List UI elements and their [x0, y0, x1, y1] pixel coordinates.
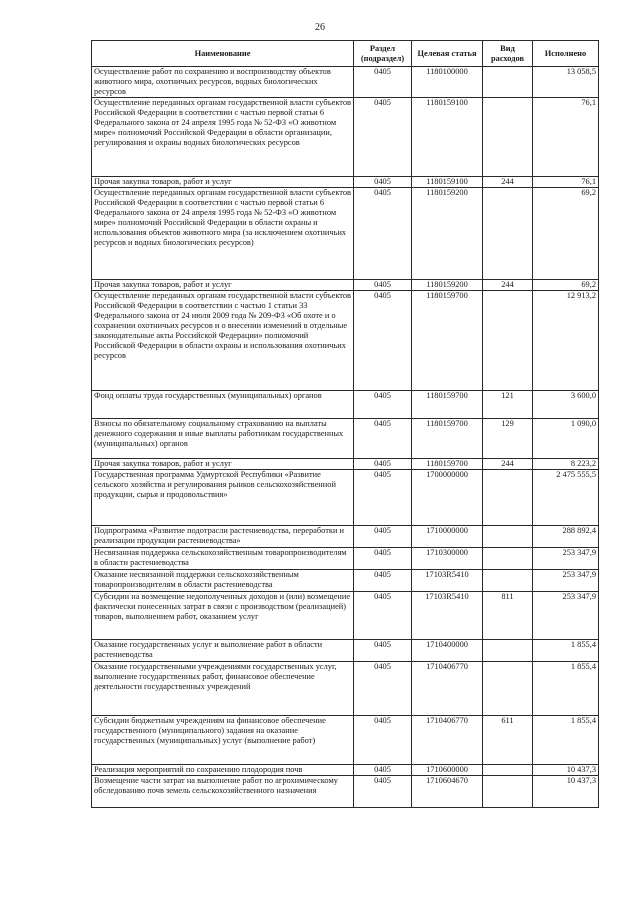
cell-target: 1710406770 — [412, 716, 483, 765]
cell-section: 0405 — [354, 776, 412, 808]
cell-section: 0405 — [354, 765, 412, 776]
cell-target: 1180100000 — [412, 67, 483, 98]
cell-name: Оказание государственных услуг и выполнение работ в области растениеводства — [92, 640, 354, 662]
cell-target: 1700000000 — [412, 470, 483, 526]
cell-executed: 10 437,3 — [533, 765, 599, 776]
cell-executed: 76,1 — [533, 177, 599, 188]
cell-expense-type — [483, 470, 533, 526]
table-header-row — [92, 41, 599, 67]
table-row — [92, 570, 599, 592]
cell-name: Фонд оплаты труда государственных (муниципальных) органов — [92, 391, 354, 419]
cell-section: 0405 — [354, 98, 412, 177]
cell-target: 1180159100 — [412, 177, 483, 188]
cell-name: Оказание государственными учреждениями государственных услуг, выполнение государственных работ, финансовое обеспечение деятельности государственных учреждений — [92, 662, 354, 716]
table-row — [92, 640, 599, 662]
table-row — [92, 67, 599, 98]
cell-section: 0405 — [354, 459, 412, 470]
cell-target: 1180159200 — [412, 188, 483, 280]
cell-expense-type — [483, 291, 533, 391]
cell-section: 0405 — [354, 570, 412, 592]
table-body — [92, 67, 599, 808]
cell-executed: 12 913,2 — [533, 291, 599, 391]
cell-executed: 1 855,4 — [533, 640, 599, 662]
table-row — [92, 391, 599, 419]
cell-expense-type — [483, 776, 533, 808]
cell-target: 17103R5410 — [412, 570, 483, 592]
table-row — [92, 177, 599, 188]
cell-section: 0405 — [354, 716, 412, 765]
cell-target: 1710600000 — [412, 765, 483, 776]
table-row — [92, 765, 599, 776]
cell-target: 1710406770 — [412, 662, 483, 716]
cell-name: Прочая закупка товаров, работ и услуг — [92, 177, 354, 188]
cell-name: Несвязанная поддержка сельскохозяйственным товаропроизводителям в области растениеводства — [92, 548, 354, 570]
cell-section: 0405 — [354, 419, 412, 459]
cell-name: Реализация мероприятий по сохранению плодородия почв — [92, 765, 354, 776]
cell-section: 0405 — [354, 526, 412, 548]
cell-executed: 10 437,3 — [533, 776, 599, 808]
header-expense-type: Вид расходов — [483, 41, 533, 67]
cell-section: 0405 — [354, 280, 412, 291]
table-row — [92, 98, 599, 177]
table-row — [92, 548, 599, 570]
cell-expense-type — [483, 765, 533, 776]
cell-executed: 1 855,4 — [533, 716, 599, 765]
cell-expense-type: 811 — [483, 592, 533, 640]
cell-name: Субсидии на возмещение недополученных доходов и (или) возмещение фактически понесенных затрат в связи с производством (реализацией) товаров, выполнением работ, оказанием услуг — [92, 592, 354, 640]
cell-expense-type — [483, 98, 533, 177]
cell-name: Взносы по обязательному социальному страхованию на выплаты денежного содержания и иные выплаты работникам государственных (муниципальных) органов — [92, 419, 354, 459]
budget-table — [91, 40, 599, 808]
cell-section: 0405 — [354, 548, 412, 570]
page-number: 26 — [315, 22, 325, 33]
cell-target: 17103R5410 — [412, 592, 483, 640]
cell-expense-type: 244 — [483, 280, 533, 291]
cell-expense-type: 121 — [483, 391, 533, 419]
cell-executed: 8 223,2 — [533, 459, 599, 470]
cell-target: 1710000000 — [412, 526, 483, 548]
cell-executed: 253 347,9 — [533, 570, 599, 592]
cell-expense-type — [483, 640, 533, 662]
cell-section: 0405 — [354, 291, 412, 391]
table-row — [92, 716, 599, 765]
cell-name: Оказание несвязанной поддержки сельскохозяйственным товаропроизводителям в области растениеводства — [92, 570, 354, 592]
cell-name: Субсидии бюджетным учреждениям на финансовое обеспечение государственного (муниципального) задания на оказание государственных (муниципальных) услуг (выполнение работ) — [92, 716, 354, 765]
cell-section: 0405 — [354, 188, 412, 280]
cell-name: Государственная программа Удмуртской Республики «Развитие сельского хозяйства и регулирования рынков сельскохозяйственной продукции, сырья и продовольствия» — [92, 470, 354, 526]
table-row — [92, 280, 599, 291]
header-executed: Исполнено — [533, 41, 599, 67]
table-row — [92, 526, 599, 548]
table-row — [92, 662, 599, 716]
cell-target: 1180159200 — [412, 280, 483, 291]
cell-executed: 76,1 — [533, 98, 599, 177]
table-row — [92, 419, 599, 459]
cell-section: 0405 — [354, 67, 412, 98]
table-row — [92, 592, 599, 640]
cell-name: Осуществление работ по сохранению и воспроизводству объектов животного мира, охотничьих ресурсов, водных биологических ресурсов — [92, 67, 354, 98]
table-row — [92, 470, 599, 526]
cell-executed: 253 347,9 — [533, 548, 599, 570]
cell-executed: 1 090,0 — [533, 419, 599, 459]
cell-name: Осуществление переданных органам государственной власти субъектов Российской Федерации в соответствии с частью первой статьи 6 Федерального закона от 24 апреля 1995 года № 52-ФЗ «О животном мире» полномочий Российской Федерации в области охраны и использования объектов животного мира (за исключением охотничьих ресурсов и водных биологических ресурсов) — [92, 188, 354, 280]
cell-section: 0405 — [354, 640, 412, 662]
cell-name: Прочая закупка товаров, работ и услуг — [92, 280, 354, 291]
cell-expense-type — [483, 67, 533, 98]
cell-executed: 69,2 — [533, 280, 599, 291]
cell-expense-type — [483, 526, 533, 548]
table-row — [92, 291, 599, 391]
cell-target: 1180159700 — [412, 419, 483, 459]
cell-executed: 3 600,0 — [533, 391, 599, 419]
cell-section: 0405 — [354, 592, 412, 640]
cell-executed: 13 058,5 — [533, 67, 599, 98]
header-target: Целевая статья — [412, 41, 483, 67]
header-section: Раздел (подраздел) — [354, 41, 412, 67]
cell-name: Осуществление переданных органам государственной власти субъектов Российской Федерации в соответствии с частью 1 статьи 33 Федерального закона от 24 июля 2009 года № 209-ФЗ «Об охоте и о сохранении охотничьих ресурсов и о внесении изменений в отдельные законодательные акты Российской Федерации» полномочий Российской Федерации в области охраны и использования охотничьих ресурсов — [92, 291, 354, 391]
cell-target: 1710400000 — [412, 640, 483, 662]
cell-section: 0405 — [354, 662, 412, 716]
cell-expense-type: 244 — [483, 177, 533, 188]
cell-expense-type — [483, 570, 533, 592]
cell-section: 0405 — [354, 177, 412, 188]
cell-executed: 2 475 555,5 — [533, 470, 599, 526]
cell-executed: 69,2 — [533, 188, 599, 280]
cell-expense-type: 611 — [483, 716, 533, 765]
cell-name: Подпрограмма «Развитие подотрасли растениеводства, переработки и реализации продукции растениеводства» — [92, 526, 354, 548]
cell-expense-type — [483, 662, 533, 716]
cell-target: 1180159700 — [412, 459, 483, 470]
table-row — [92, 188, 599, 280]
cell-executed: 253 347,9 — [533, 592, 599, 640]
cell-name: Возмещение части затрат на выполнение работ по агрохимическому обследованию почв земель сельскохозяйственного назначения — [92, 776, 354, 808]
cell-expense-type: 244 — [483, 459, 533, 470]
cell-target: 1180159700 — [412, 391, 483, 419]
cell-name: Осуществление переданных органам государственной власти субъектов Российской Федерации в соответствии с частью первой статьи 6 Федерального закона от 24 апреля 1995 года № 52-ФЗ «О животном мире» полномочий Российской Федерации в области организации, регулирования и охраны водных биологических ресурсов — [92, 98, 354, 177]
cell-executed: 1 855,4 — [533, 662, 599, 716]
cell-section: 0405 — [354, 470, 412, 526]
cell-name: Прочая закупка товаров, работ и услуг — [92, 459, 354, 470]
cell-expense-type — [483, 188, 533, 280]
cell-target: 1710300000 — [412, 548, 483, 570]
header-name: Наименование — [92, 41, 354, 67]
cell-section: 0405 — [354, 391, 412, 419]
cell-expense-type — [483, 548, 533, 570]
table-row — [92, 459, 599, 470]
table-row — [92, 776, 599, 808]
cell-expense-type: 129 — [483, 419, 533, 459]
cell-target: 1180159100 — [412, 98, 483, 177]
cell-target: 1180159700 — [412, 291, 483, 391]
cell-executed: 288 892,4 — [533, 526, 599, 548]
cell-target: 1710604670 — [412, 776, 483, 808]
